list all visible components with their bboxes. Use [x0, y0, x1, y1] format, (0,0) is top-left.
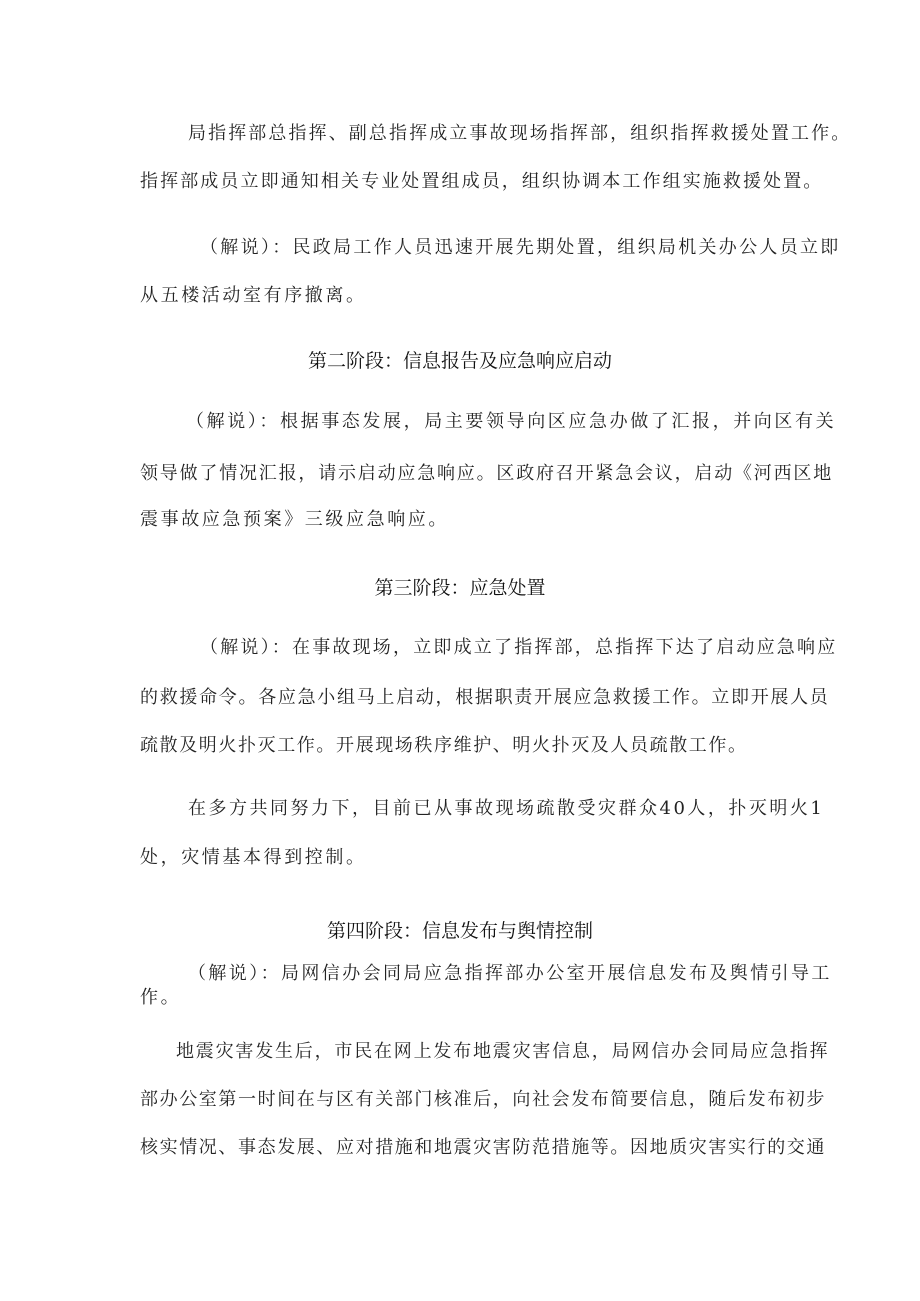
section-heading: 第二阶段：信息报告及应急响应启动 — [307, 350, 612, 372]
paragraph-line: 局指挥部总指挥、副总指挥成立事故现场指挥部，组织指挥救援处置工作。 — [188, 123, 852, 144]
paragraph-line: （解说）：民政局工作人员迅速开展先期处置，组织局机关办公人员立即 — [200, 237, 841, 258]
paragraph-line: 疏散及明火扑灭工作。开展现场秩序维护、明火扑灭及人员疏散工作。 — [140, 735, 748, 756]
paragraph-line: 在多方共同努力下，目前已从事故现场疏散受灾群众40人，扑灭明火1 — [188, 798, 825, 819]
paragraph-line: （解说）：局网信办会同局应急指挥部办公室开展信息发布及舆情引导工 — [188, 963, 832, 984]
paragraph-line: 作。 — [140, 987, 182, 1008]
paragraph-line: 从五楼活动室有序撤离。 — [140, 285, 367, 306]
paragraph-line: （解说）：在事故现场，立即成立了指挥部，总指挥下达了启动应急响应 — [200, 637, 838, 658]
paragraph-line: 地震灾害发生后，市民在网上发布地震灾害信息，局网信办会同局应急指挥 — [176, 1041, 830, 1062]
section-heading: 第四阶段：信息发布与舆情控制 — [326, 920, 593, 942]
paragraph-line: 的救援命令。各应急小组马上启动，根据职责开展应急救援工作。立即开展人员 — [140, 687, 830, 708]
paragraph-line: （解说）：根据事态发展，局主要领导向区应急办做了汇报，并向区有关 — [186, 411, 837, 432]
paragraph-line: 部办公室第一时间在与区有关部门核准后，向社会发布简要信息，随后发布初步 — [140, 1089, 826, 1110]
section-heading: 第三阶段：应急处置 — [374, 577, 546, 599]
paragraph-line: 震事故应急预案》三级应急响应。 — [140, 509, 449, 530]
paragraph-line: 处，灾情基本得到控制。 — [140, 847, 367, 868]
paragraph-line: 领导做了情况汇报，请示启动应急响应。区政府召开紧急会议，启动《河西区地 — [140, 463, 833, 484]
paragraph-line: 指挥部成员立即通知相关专业处置组成员，组织协调本工作组实施救援处置。 — [140, 171, 824, 192]
paragraph-line: 核实情况、事态发展、应对措施和地震灾害防范措施等。因地质灾害实行的交通 — [140, 1137, 826, 1158]
